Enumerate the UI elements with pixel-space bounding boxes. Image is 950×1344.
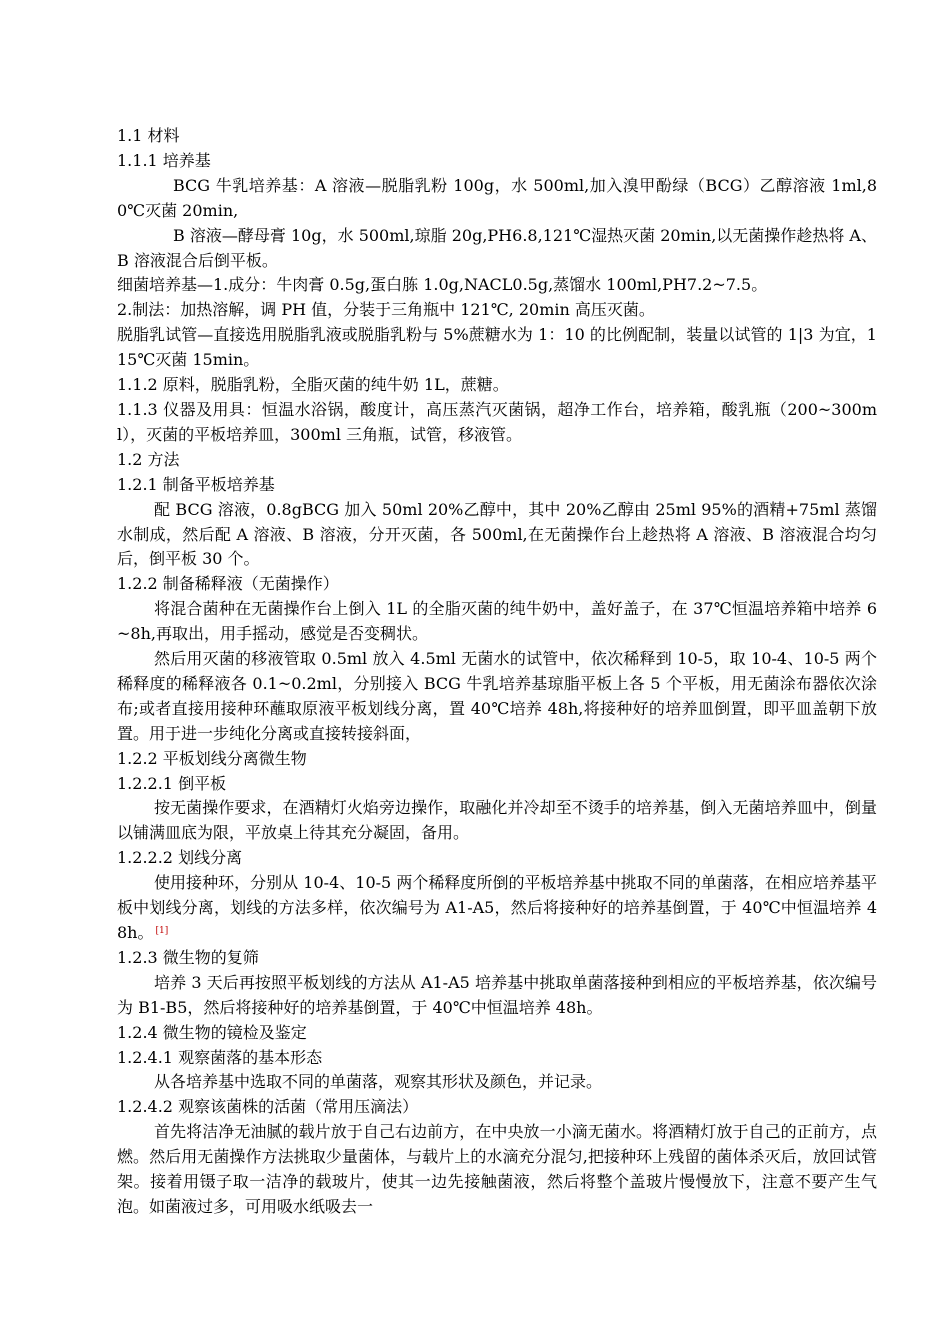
paragraph: [117, 572, 877, 597]
paragraph: [117, 298, 877, 323]
paragraph-text: 细菌培养基—1.成分：牛肉膏 0.5g,蛋白胨 1.0g,NACL0.5g,蒸馏水 100ml,PH7.2~7.5。: [117, 275, 768, 295]
paragraph-text: 1.2.2.2 划线分离: [117, 848, 243, 868]
paragraph-text: BCG 牛乳培养基：A 溶液—脱脂乳粉 100g，水 500ml,加入溴甲酚绿（BCG）乙醇溶液 1ml,80℃灭菌 20min,: [117, 175, 877, 220]
paragraph-text: 1.2 方法: [117, 449, 180, 469]
paragraph-text: 1.1 材料: [117, 126, 180, 145]
paragraph-text: B 溶液—酵母膏 10g，水 500ml,琼脂 20g,PH6.8,121℃湿热灭菌 20min,以无菌操作趁热将 A、B 溶液混合后倒平板。: [117, 225, 877, 270]
paragraph: [117, 871, 877, 946]
paragraph: [117, 747, 877, 772]
paragraph: [117, 647, 877, 747]
paragraph: [117, 473, 877, 498]
paragraph-text: 配 BCG 溶液，0.8gBCG 加入 50ml 20%乙醇中，其中 20%乙醇由 25ml 95%的酒精+75ml 蒸馏水制成，然后配 A 溶液、B 溶液，分开灭菌，各 500ml,在无菌操作台上趁热将 A 溶液、B 溶液混合均匀后，倒平板 30 个。: [117, 499, 877, 569]
paragraph: [117, 373, 877, 398]
paragraph: [117, 1046, 877, 1071]
paragraph: [117, 273, 877, 298]
paragraph-text: 1.1.2 原料，脱脂乳粉，全脂灭菌的纯牛奶 1L，蔗糖。: [117, 375, 509, 395]
paragraph: [117, 448, 877, 473]
paragraph: [117, 1021, 877, 1046]
paragraph: [117, 597, 877, 647]
citation-reference[interactable]: [1]: [155, 926, 169, 936]
paragraph: [117, 323, 877, 373]
paragraph-text: 从各培养基中选取不同的单菌落，观察其形状及颜色，并记录。: [154, 1072, 603, 1092]
paragraph-text: 1.2.2 制备稀释液（无菌操作）: [117, 574, 339, 594]
paragraph: [117, 149, 877, 174]
paragraph-text: 培养 3 天后再按照平板划线的方法从 A1-A5 培养基中挑取单菌落接种到相应的平板培养基，依次编号为 B1-B5，然后将接种好的培养基倒置，于 40℃中恒温培养 48h。: [117, 972, 877, 1017]
paragraph-text: 按无菌操作要求，在酒精灯火焰旁边操作，取融化并冷却至不烫手的培养基，倒入无菌培养皿中，倒量以铺满皿底为限，平放桌上待其充分凝固，备用。: [117, 798, 877, 843]
document-body: [117, 124, 877, 1220]
paragraph-text: 1.2.4.2 观察该菌株的活菌（常用压滴法）: [117, 1097, 419, 1117]
paragraph-text: 1.1.1 培养基: [117, 150, 211, 170]
paragraph-text: 将混合菌种在无菌操作台上倒入 1L 的全脂灭菌的纯牛奶中，盖好盖子，在 37℃恒温培养箱中培养 6~8h,再取出，用手摇动，感觉是否变稠状。: [117, 599, 877, 644]
paragraph: [117, 1095, 877, 1120]
paragraph-text: 1.2.3 微生物的复筛: [117, 947, 259, 967]
paragraph: [117, 971, 877, 1021]
paragraph-text: 2.制法：加热溶解，调 PH 值，分装于三角瓶中 121℃, 20min 高压灭菌。: [117, 300, 655, 320]
paragraph-text: 首先将洁净无油腻的载片放于自己右边前方，在中央放一小滴无菌水。将酒精灯放于自己的正前方，点燃。然后用无菌操作方法挑取少量菌体，与载片上的水滴充分混匀,把接种环上残留的菌体杀灭后，放回试管架。接着用镊子取一洁净的载玻片，使其一边先接触菌液，然后将整个盖玻片慢慢放下，注意不要产生气泡。如菌液过多，可用吸水纸吸去一: [117, 1122, 877, 1216]
paragraph: [117, 174, 877, 224]
paragraph: [117, 124, 877, 149]
paragraph: [117, 224, 877, 274]
paragraph: [117, 1070, 877, 1095]
paragraph-text: 1.2.1 制备平板培养基: [117, 474, 275, 494]
paragraph-text: 然后用灭菌的移液管取 0.5ml 放入 4.5ml 无菌水的试管中，依次稀释到 10-5，取 10-4、10-5 两个稀释度的稀释液各 0.1~0.2ml，分别接入 BCG 牛乳培养基琼脂平板上各 5 个平板，用无菌涂布器依次涂布;或者直接用接种环蘸取原液平板划线分离，置 40℃培养 48h,将接种好的培养皿倒置，即平皿盖朝下放置。用于进一步纯化分离或直接转接斜面，: [117, 649, 877, 743]
paragraph-text: 1.2.2 平板划线分离微生物: [117, 748, 307, 768]
paragraph-text: 1.2.2.1 倒平板: [117, 773, 227, 793]
paragraph: [117, 498, 877, 573]
paragraph: [117, 1120, 877, 1220]
paragraph-text: 脱脂乳试管—直接选用脱脂乳液或脱脂乳粉与 5%蔗糖水为 1：10 的比例配制，装量以试管的 1|3 为宜，115℃灭菌 15min。: [117, 325, 877, 370]
paragraph-text: 1.1.3 仪器及用具：恒温水浴锅，酸度计，高压蒸汽灭菌锅，超净工作台，培养箱，酸乳瓶（200~300ml），灭菌的平板培养皿，300ml 三角瓶，试管，移液管。: [117, 399, 877, 444]
paragraph: [117, 846, 877, 871]
paragraph: [117, 946, 877, 971]
paragraph-text: 1.2.4.1 观察菌落的基本形态: [117, 1047, 323, 1067]
paragraph: [117, 796, 877, 846]
paragraph: [117, 772, 877, 797]
paragraph: [117, 398, 877, 448]
paragraph-text: 使用接种环，分别从 10-4、10-5 两个稀释度所倒的平板培养基中挑取不同的单菌落，在相应培养基平板中划线分离，划线的方法多样，依次编号为 A1-A5，然后将接种好的培养基倒置，于 40℃中恒温培养 48h。: [117, 873, 877, 942]
paragraph-text: 1.2.4 微生物的镜检及鉴定: [117, 1022, 307, 1042]
